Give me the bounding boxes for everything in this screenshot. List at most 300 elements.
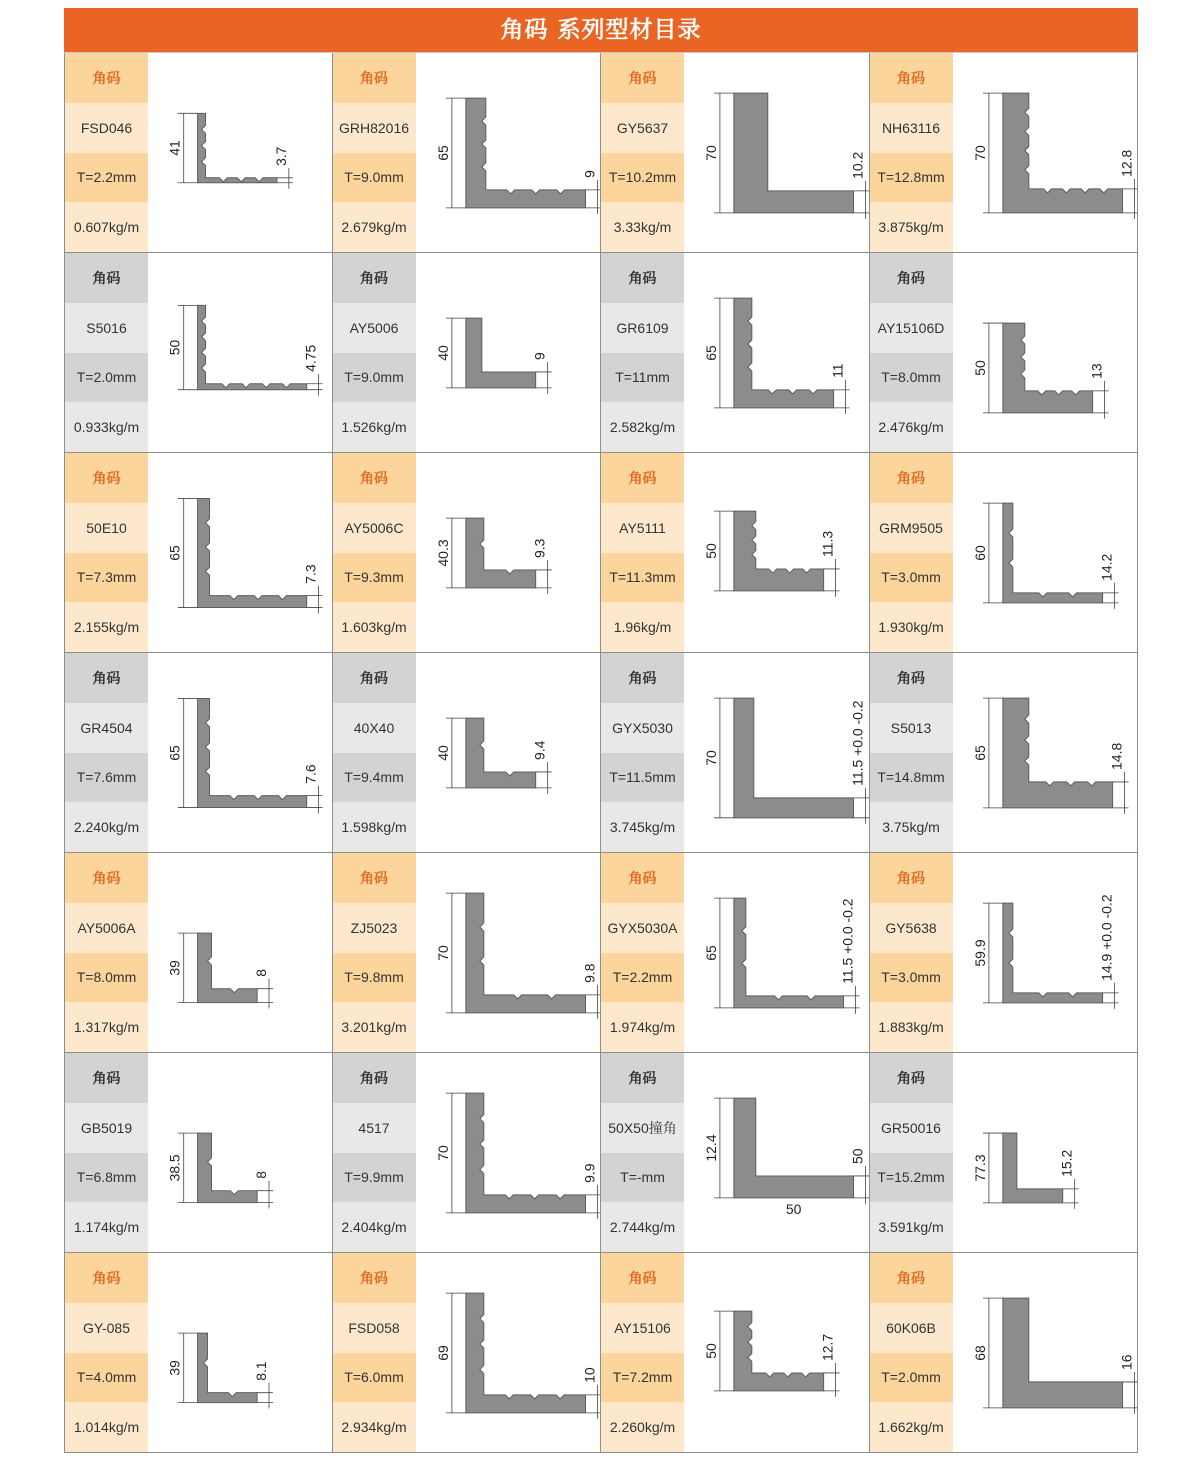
profile-svg (684, 253, 869, 452)
profile-model: 4517 (333, 1103, 416, 1153)
profile-shape (734, 298, 834, 408)
profile-shape (198, 698, 307, 807)
dimension-line (1062, 1179, 1078, 1209)
dimension-label: 10 (581, 1367, 598, 1383)
profile-shape (465, 1093, 585, 1213)
profile-card (333, 1053, 602, 1252)
profile-thickness: T=4.0mm (65, 1353, 148, 1403)
profile-drawing (416, 1253, 601, 1452)
profile-drawing (953, 1253, 1138, 1452)
profile-drawing (953, 253, 1138, 452)
profile-heading: 角码 (870, 653, 953, 703)
dimension-label: 39 (166, 1360, 183, 1376)
profile-info (870, 653, 953, 852)
profile-info (601, 853, 684, 1052)
catalog-page (64, 8, 1138, 1453)
dimension-line (307, 586, 323, 614)
profile-weight: 2.260kg/m (601, 1402, 684, 1452)
dimension-label: 11.5 +0.0 -0.2 (849, 700, 866, 786)
dimension-line (307, 374, 323, 396)
profile-heading: 角码 (870, 853, 953, 903)
profile-heading: 角码 (65, 853, 148, 903)
profile-row (64, 53, 1138, 253)
profile-card (601, 53, 870, 252)
profile-heading: 角码 (333, 453, 416, 503)
profile-card (870, 1053, 1139, 1252)
profile-model: S5016 (65, 303, 148, 353)
dimension-line (824, 559, 840, 597)
profile-drawing (148, 653, 332, 852)
profile-row (64, 453, 1138, 653)
profile-svg (148, 653, 332, 852)
profile-weight: 3.201kg/m (333, 1002, 416, 1052)
dimension-label: 50 (849, 1148, 866, 1164)
profile-card (333, 253, 602, 452)
dimension-label: 65 (166, 545, 183, 561)
profile-shape (465, 98, 585, 208)
dimension-label: 8 (253, 969, 270, 977)
dimension-line (585, 985, 600, 1019)
dimension-line (1102, 583, 1118, 609)
profile-model: AY5006 (333, 303, 416, 353)
dimension-label: 8 (253, 1171, 270, 1179)
profile-weight: 0.607kg/m (65, 202, 148, 252)
profile-svg (953, 53, 1138, 252)
dimension-label: 8.1 (253, 1361, 270, 1381)
dimension-label: 39 (166, 960, 183, 976)
dimension-label: 11.3 (819, 530, 836, 557)
profile-heading: 角码 (65, 53, 148, 103)
profile-info (870, 53, 953, 252)
dimension-label: 13 (1088, 363, 1105, 379)
profile-model: GY-085 (65, 1303, 148, 1353)
profile-drawing (416, 253, 601, 452)
profile-weight: 3.591kg/m (870, 1202, 953, 1252)
profile-thickness: T=9.0mm (333, 153, 416, 203)
dimension-label: 50 (702, 543, 719, 559)
profile-drawing (953, 853, 1138, 1052)
profile-shape (198, 305, 307, 389)
profile-weight: 2.240kg/m (65, 802, 148, 852)
profile-weight: 2.744kg/m (601, 1202, 684, 1252)
profile-drawing (684, 1053, 869, 1252)
profile-info (870, 1253, 953, 1452)
profile-thickness: T=9.8mm (333, 953, 416, 1003)
profile-info (870, 453, 953, 652)
dimension-line (257, 979, 273, 1009)
profile-info (333, 1253, 416, 1452)
profile-card (64, 53, 333, 252)
profile-heading: 角码 (333, 1253, 416, 1303)
profile-shape (1002, 903, 1102, 1003)
profile-card (64, 653, 333, 852)
profile-heading: 角码 (870, 53, 953, 103)
profile-info (65, 253, 148, 452)
profile-svg (684, 453, 869, 652)
profile-weight: 3.875kg/m (870, 202, 953, 252)
profile-heading: 角码 (65, 1053, 148, 1103)
profile-shape (198, 1133, 258, 1202)
dimension-line (854, 1166, 869, 1204)
profile-heading: 角码 (65, 453, 148, 503)
profile-model: GB5019 (65, 1103, 148, 1153)
profile-model: FSD046 (65, 103, 148, 153)
profile-weight: 3.75kg/m (870, 802, 953, 852)
profile-info (333, 453, 416, 652)
dimension-label: 40.3 (434, 539, 451, 567)
profile-svg (148, 53, 332, 252)
profile-shape (1002, 698, 1112, 808)
profile-drawing (416, 653, 601, 852)
profile-svg (684, 1253, 869, 1452)
profile-model: 40X40 (333, 703, 416, 753)
profile-shape (465, 318, 535, 388)
profile-thickness: T=8.0mm (870, 353, 953, 403)
profile-weight: 2.582kg/m (601, 402, 684, 452)
profile-card (64, 453, 333, 652)
profile-model: GR4504 (65, 703, 148, 753)
dimension-label: 38.5 (166, 1154, 183, 1182)
profile-info (601, 1053, 684, 1252)
dimension-label: 14.2 (1098, 553, 1115, 581)
profile-model: AY15106 (601, 1303, 684, 1353)
dimension-line (1112, 772, 1128, 814)
profile-drawing (416, 1053, 601, 1252)
profile-card (333, 453, 602, 652)
profile-svg (416, 653, 601, 852)
profile-info (333, 1053, 416, 1252)
dimension-line (854, 181, 869, 219)
profile-model: GY5637 (601, 103, 684, 153)
profile-svg (953, 453, 1138, 652)
profile-svg (684, 53, 869, 252)
profile-heading: 角码 (333, 853, 416, 903)
profile-shape (198, 933, 258, 1002)
profile-heading: 角码 (601, 53, 684, 103)
profile-model: GYX5030A (601, 903, 684, 953)
profile-svg (684, 853, 869, 1052)
dimension-label: 70 (702, 145, 719, 161)
dimension-label: 65 (702, 945, 719, 961)
profile-heading: 角码 (65, 253, 148, 303)
profile-shape (465, 1293, 585, 1413)
profile-weight: 1.317kg/m (65, 1002, 148, 1052)
profile-model: GYX5030 (601, 703, 684, 753)
profile-svg (684, 653, 869, 852)
profile-info (333, 253, 416, 452)
profile-card (870, 1253, 1139, 1452)
profile-heading: 角码 (333, 253, 416, 303)
profile-weight: 2.476kg/m (870, 402, 953, 452)
profile-weight: 1.883kg/m (870, 1002, 953, 1052)
profile-svg (148, 1053, 332, 1252)
profile-model: AY5006A (65, 903, 148, 953)
profile-info (333, 653, 416, 852)
profile-model: GY5638 (870, 903, 953, 953)
profile-info (65, 1053, 148, 1252)
profile-card (870, 453, 1139, 652)
profile-weight: 2.934kg/m (333, 1402, 416, 1452)
profile-weight: 1.603kg/m (333, 602, 416, 652)
profile-shape (1002, 1133, 1062, 1203)
profile-shape (465, 518, 535, 588)
dimension-line (834, 380, 850, 414)
profile-model: AY15106D (870, 303, 953, 353)
profile-card (870, 253, 1139, 452)
profile-thickness: T=14.8mm (870, 753, 953, 803)
profile-info (601, 453, 684, 652)
dimension-label: 10.2 (849, 151, 866, 179)
profile-svg (148, 853, 332, 1052)
profile-row (64, 653, 1138, 853)
dimension-line (585, 180, 600, 214)
profile-weight: 1.014kg/m (65, 1402, 148, 1452)
profile-card (64, 853, 333, 1052)
profile-info (65, 1253, 148, 1452)
dimension-label: 65 (971, 745, 988, 761)
profile-heading: 角码 (601, 453, 684, 503)
profile-thickness: T=10.2mm (601, 153, 684, 203)
profile-shape (1002, 503, 1102, 603)
profile-card (333, 53, 602, 252)
dimension-line (307, 786, 323, 814)
dimension-line (535, 362, 551, 394)
profile-info (601, 653, 684, 852)
profile-heading: 角码 (870, 1253, 953, 1303)
profile-drawing (148, 253, 332, 452)
profile-weight: 1.96kg/m (601, 602, 684, 652)
dimension-label: 15.2 (1058, 1149, 1075, 1177)
profile-model: ZJ5023 (333, 903, 416, 953)
profile-model: GRM9505 (870, 503, 953, 553)
profile-drawing (953, 1053, 1138, 1252)
profile-drawing (953, 653, 1138, 852)
dimension-label: 7.3 (302, 564, 319, 584)
dimension-label: 12.4 (702, 1134, 719, 1162)
profile-heading: 角码 (870, 253, 953, 303)
profile-drawing (416, 853, 601, 1052)
profile-info (333, 853, 416, 1052)
profile-info (601, 1253, 684, 1452)
dimension-line (257, 1181, 273, 1209)
profile-shape (734, 511, 824, 591)
profile-info (601, 253, 684, 452)
dimension-line (277, 168, 293, 189)
dimension-label: 9.4 (531, 740, 548, 760)
profile-model: AY5006C (333, 503, 416, 553)
dimension-label: 69 (434, 1345, 451, 1361)
profile-row (64, 253, 1138, 453)
profile-card (601, 253, 870, 452)
profile-card (601, 853, 870, 1052)
profile-card (333, 853, 602, 1052)
dimension-label: 40 (434, 745, 451, 761)
profile-info (65, 53, 148, 252)
dimension-line (535, 560, 551, 594)
profile-thickness: T=9.3mm (333, 553, 416, 603)
profile-heading: 角码 (65, 653, 148, 703)
dimension-label: 60 (971, 545, 988, 561)
dimension-label: 50 (785, 1200, 802, 1217)
catalog-title: 角码 系列型材目录 (64, 8, 1138, 53)
profile-svg (953, 653, 1138, 852)
dimension-label: 59.9 (971, 939, 988, 967)
profile-thickness: T=7.3mm (65, 553, 148, 603)
profile-heading: 角码 (870, 453, 953, 503)
profile-thickness: T=11mm (601, 353, 684, 403)
profile-card (601, 1253, 870, 1452)
profile-card (870, 653, 1139, 852)
dimension-label: 3.7 (272, 146, 289, 166)
profile-card (601, 653, 870, 852)
profile-weight: 2.679kg/m (333, 202, 416, 252)
profile-shape (1002, 1298, 1122, 1408)
profile-thickness: T=7.6mm (65, 753, 148, 803)
profile-thickness: T=2.2mm (601, 953, 684, 1003)
dimension-label: 70 (702, 750, 719, 766)
dimension-label: 70 (434, 945, 451, 961)
profile-drawing (416, 453, 601, 652)
profile-weight: 1.662kg/m (870, 1402, 953, 1452)
dimension-label: 65 (434, 145, 451, 161)
profile-svg (416, 1253, 601, 1452)
profile-drawing (416, 53, 601, 252)
profile-svg (684, 1053, 869, 1252)
dimension-label: 9 (581, 170, 598, 178)
dimension-line (1102, 983, 1118, 1009)
profile-svg (416, 853, 601, 1052)
profile-svg (148, 1253, 332, 1452)
profile-row (64, 1053, 1138, 1253)
profile-row (64, 1253, 1138, 1453)
dimension-label: 70 (434, 1145, 451, 1161)
dimension-line (844, 986, 860, 1014)
dimension-label: 9.3 (531, 538, 548, 558)
profile-drawing (684, 653, 869, 852)
profile-card (333, 653, 602, 852)
dimension-label: 68 (971, 1345, 988, 1361)
dimension-label: 41 (166, 140, 183, 156)
profile-thickness: T=9.4mm (333, 753, 416, 803)
profile-card (333, 1253, 602, 1452)
profile-thickness: T=7.2mm (601, 1353, 684, 1403)
profile-thickness: T=6.0mm (333, 1353, 416, 1403)
profile-shape (734, 1311, 824, 1391)
profile-card (870, 53, 1139, 252)
profile-svg (416, 253, 601, 452)
profile-model: GRH82016 (333, 103, 416, 153)
profile-shape (198, 113, 277, 182)
profile-model: 60K06B (870, 1303, 953, 1353)
profile-heading: 角码 (601, 253, 684, 303)
dimension-label: 65 (166, 745, 183, 761)
dimension-label: 9.8 (581, 963, 598, 983)
dimension-line (824, 1363, 840, 1397)
profile-weight: 2.155kg/m (65, 602, 148, 652)
dimension-label: 12.8 (1118, 149, 1135, 177)
profile-weight: 1.526kg/m (333, 402, 416, 452)
dimension-line (854, 788, 869, 824)
dimension-label: 11.5 +0.0 -0.2 (839, 898, 856, 984)
dimension-label: 4.75 (302, 344, 319, 372)
profile-svg (416, 1053, 601, 1252)
profile-model: FSD058 (333, 1303, 416, 1353)
profile-thickness: T=11.3mm (601, 553, 684, 603)
profile-heading: 角码 (333, 53, 416, 103)
dimension-line (1122, 179, 1137, 219)
profile-thickness: T=11.5mm (601, 753, 684, 803)
profile-shape (734, 93, 854, 213)
profile-drawing (684, 853, 869, 1052)
dimension-label: 16 (1118, 1354, 1135, 1370)
profile-shape (1002, 323, 1092, 413)
profile-weight: 1.974kg/m (601, 1002, 684, 1052)
profile-info (65, 653, 148, 852)
profile-svg (953, 1253, 1138, 1452)
profile-thickness: T=15.2mm (870, 1153, 953, 1203)
profile-drawing (148, 1053, 332, 1252)
profile-shape (198, 498, 307, 607)
profile-model: GR6109 (601, 303, 684, 353)
profile-thickness: T=6.8mm (65, 1153, 148, 1203)
dimension-label: 12.7 (819, 1333, 836, 1361)
profile-heading: 角码 (601, 853, 684, 903)
profile-heading: 角码 (601, 653, 684, 703)
profile-drawing (148, 853, 332, 1052)
profile-drawing (953, 453, 1138, 652)
profile-thickness: T=3.0mm (870, 553, 953, 603)
profile-weight: 2.404kg/m (333, 1202, 416, 1252)
profile-weight: 0.933kg/m (65, 402, 148, 452)
profile-shape (734, 1098, 854, 1198)
profile-svg (148, 253, 332, 452)
profile-weight: 3.745kg/m (601, 802, 684, 852)
profile-heading: 角码 (601, 1253, 684, 1303)
profile-weight: 1.598kg/m (333, 802, 416, 852)
profile-model: 50X50撞角 (601, 1103, 684, 1153)
profile-thickness: T=-mm (601, 1153, 684, 1203)
profile-grid (64, 53, 1138, 1453)
profile-drawing (148, 1253, 332, 1452)
profile-shape (465, 718, 535, 788)
profile-drawing (148, 53, 332, 252)
profile-heading: 角码 (65, 1253, 148, 1303)
dimension-line (585, 1185, 600, 1219)
dimension-label: 7.6 (302, 764, 319, 784)
profile-svg (953, 1053, 1138, 1252)
dimension-label: 14.8 (1108, 742, 1125, 770)
profile-svg (416, 53, 601, 252)
profile-thickness: T=2.0mm (870, 1353, 953, 1403)
profile-drawing (953, 53, 1138, 252)
profile-drawing (684, 253, 869, 452)
dimension-label: 50 (702, 1343, 719, 1359)
dimension-label: 14.9 +0.0 -0.2 (1098, 894, 1115, 981)
dimension-label: 9.9 (581, 1163, 598, 1183)
profile-info (333, 53, 416, 252)
profile-thickness: T=12.8mm (870, 153, 953, 203)
profile-thickness: T=9.0mm (333, 353, 416, 403)
dimension-label: 50 (971, 360, 988, 376)
profile-card (601, 1053, 870, 1252)
profile-drawing (684, 453, 869, 652)
profile-card (64, 1253, 333, 1452)
profile-svg (416, 453, 601, 652)
profile-card (870, 853, 1139, 1052)
dimension-line (1122, 1372, 1137, 1414)
profile-model: NH63116 (870, 103, 953, 153)
profile-info (65, 853, 148, 1052)
